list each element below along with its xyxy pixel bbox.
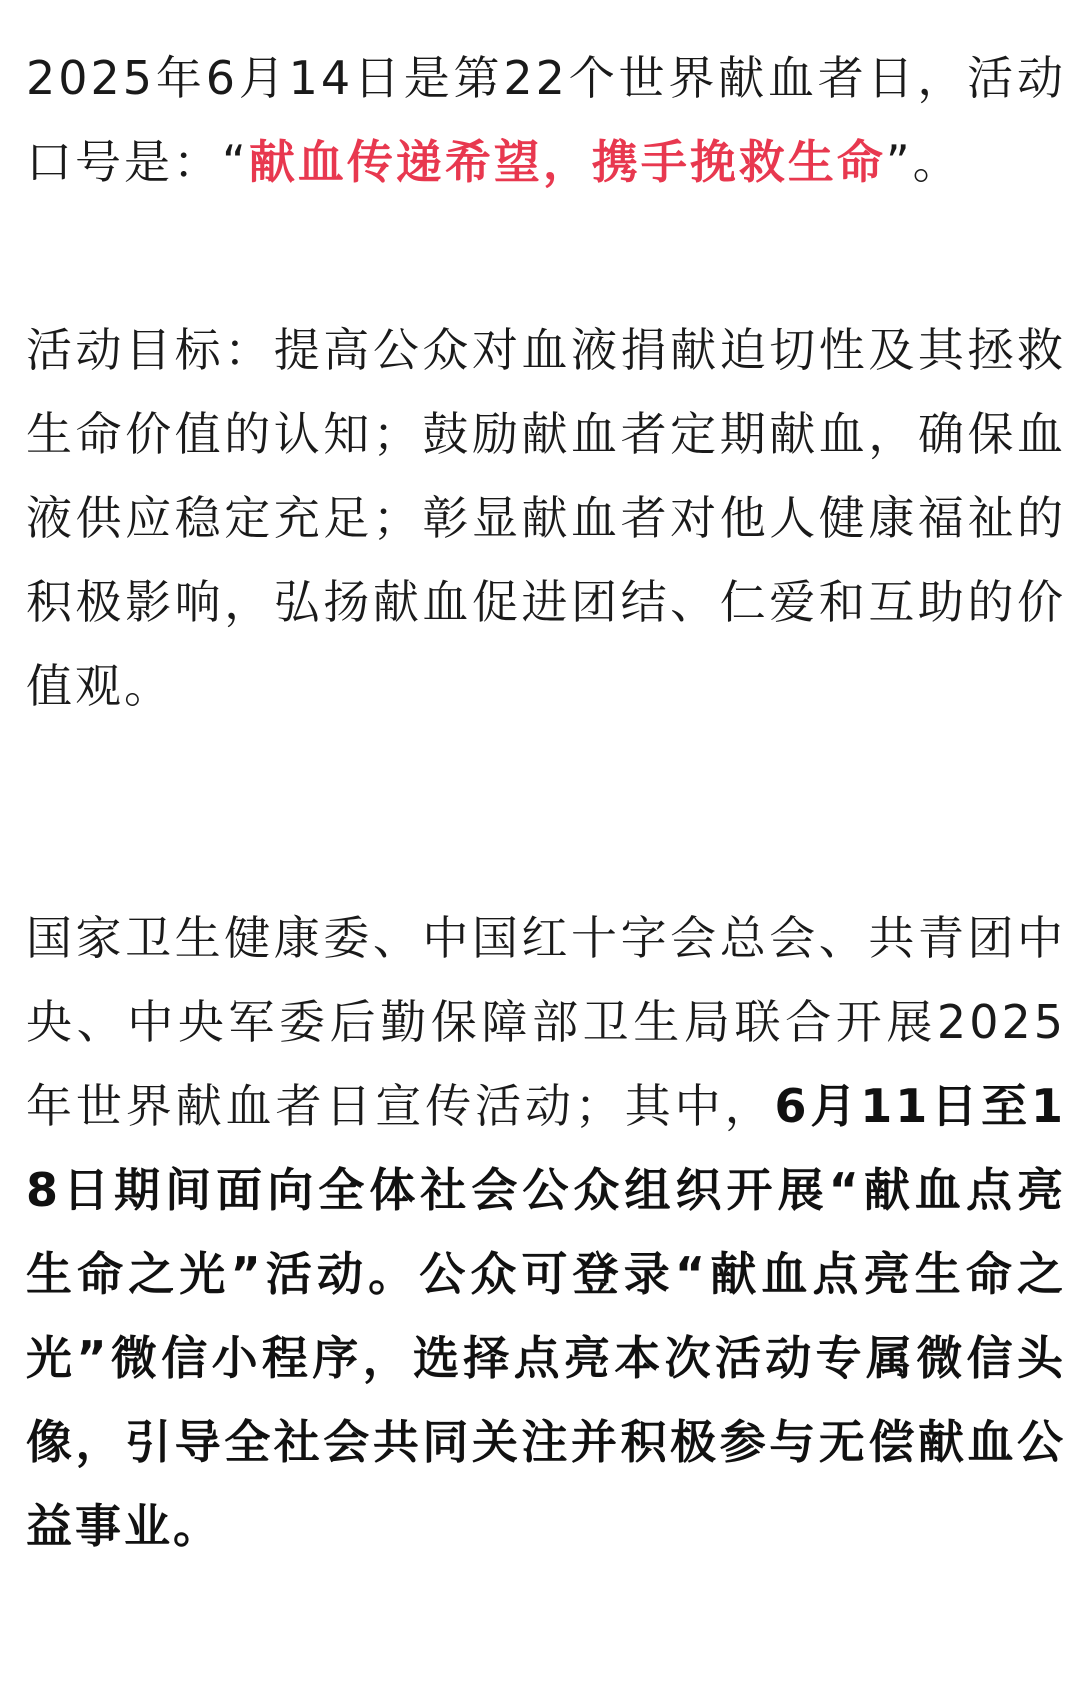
campaign-details: 6月11日至18日期间面向全体社会公众组织开展“献血点亮生命之光”活动。公众可登录“献血点亮生命之光”微信小程序，选择点亮本次活动专属微信头像，引导全社会共同关注并积极参与无偿献血公益事业。 [26,1079,1067,1553]
article-body [26,0,1066,1568]
goals-text: 活动目标：提高公众对血液捐献迫切性及其拯救生命价值的认知；鼓励献血者定期献血，确保血液供应稳定充足；彰显献血者对他人健康福祉的积极影响，弘扬献血促进团结、仁爱和互助的价值观。 [26,323,1066,713]
intro-closing: ”。 [885,135,962,189]
paragraph-event-organizers [26,896,1066,1568]
organizers-text: 国家卫生健康委、中国红十字会总会、共青团中央、中央军委后勤保障部卫生局联合开展2025年世界献血者日宣传活动；其中， [26,911,1066,1133]
paragraph-event-intro [26,36,1066,204]
event-slogan: 献血传递希望，携手挽救生命 [248,135,886,189]
paragraph-event-goals [26,308,1066,728]
intro-text: 2025年6月14日是第22个世界献血者日，活动口号是：“ [26,51,1066,189]
